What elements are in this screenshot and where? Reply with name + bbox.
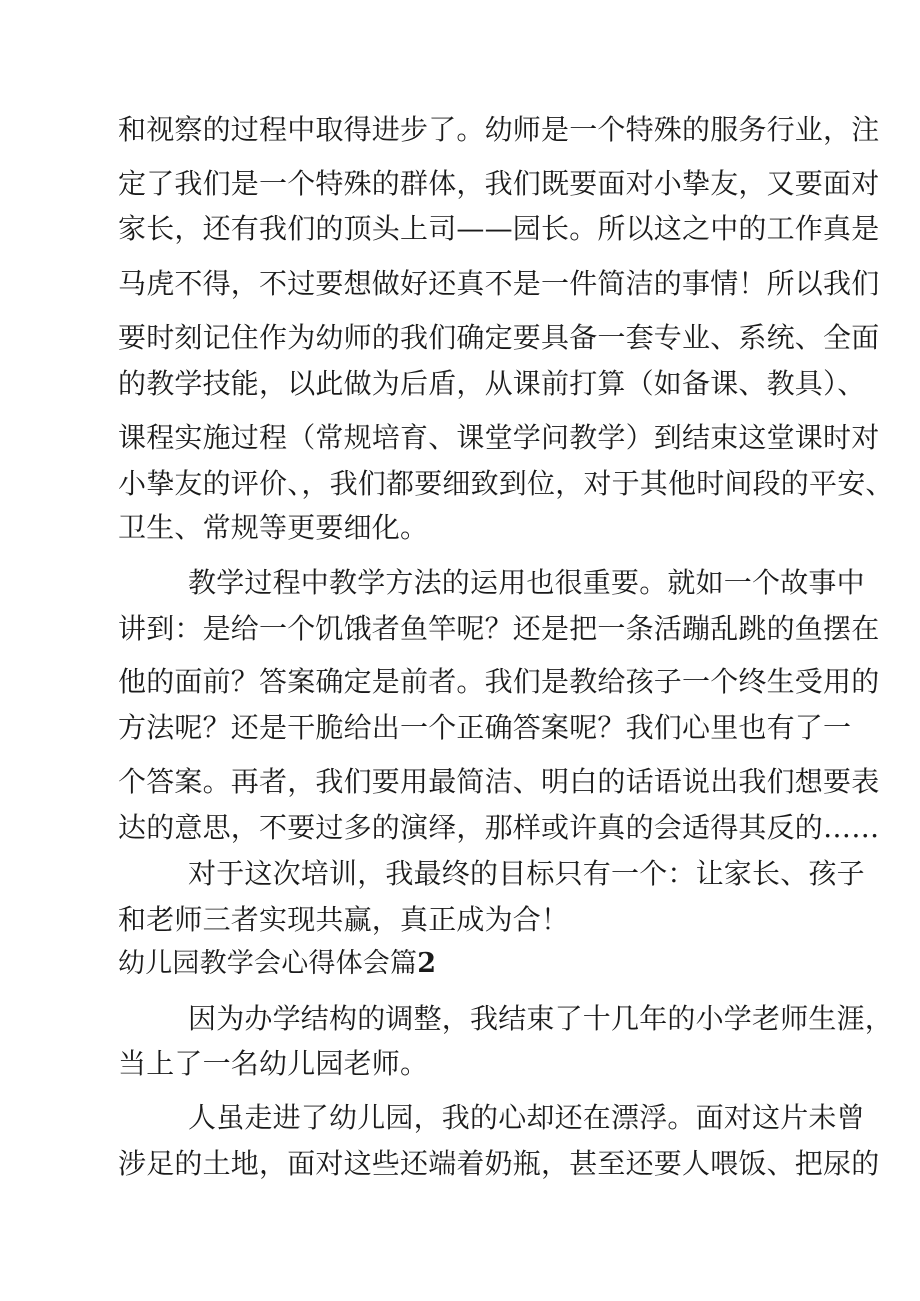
text-line: 他的面前？答案确定是前者。我们是教给孩子一个终生受用的 [118, 665, 880, 698]
text-line: 讲到：是给一个饥饿者鱼竿呢？还是把一条活蹦乱跳的鱼摆在 [118, 612, 880, 645]
text-line: 和老师三者实现共赢，真正成为合！ [118, 903, 570, 936]
text-line: 人虽走进了幼儿园，我的心却还在漂浮。面对这片未曾 [188, 1101, 865, 1134]
section-heading-number: 2 [417, 948, 437, 979]
text-line: 对于这次培训，我最终的目标只有一个：让家长、孩子 [188, 857, 865, 890]
text-line: 教学过程中教学方法的运用也很重要。就如一个故事中 [188, 566, 865, 599]
text-line: 要时刻记住作为幼师的我们确定要具备一套专业、系统、全面 [118, 321, 880, 354]
text-line: 和视察的过程中取得进步了。幼师是一个特殊的服务行业，注 [118, 113, 880, 146]
text-line: 个答案。再者，我们要用最简洁、明白的话语说出我们想要表 [118, 765, 880, 798]
text-line: 当上了一名幼儿园老师。 [118, 1047, 429, 1080]
section-heading [118, 944, 436, 984]
text-line: 的教学技能，以此做为后盾，从课前打算（如备课、教具）、 [118, 367, 866, 400]
text-line: 达的意思，不要过多的演绎，那样或许真的会适得其反的…… [118, 811, 880, 844]
text-line: 马虎不得，不过要想做好还真不是一件简洁的事情！所以我们 [118, 267, 880, 300]
text-line: 课程实施过程（常规培育、课堂学问教学）到结束这堂课时对 [118, 421, 880, 454]
section-heading-text: 幼儿园教学会心得体会篇 [118, 948, 418, 979]
text-line: 因为办学结构的调整，我结束了十几年的小学老师生涯， [188, 1002, 894, 1035]
text-line: 方法呢？还是干脆给出一个正确答案呢？我们心里也有了一 [118, 711, 852, 744]
text-line: 卫生、常规等更要细化。 [118, 511, 429, 544]
text-line: 定了我们是一个特殊的群体，我们既要面对小挚友，又要面对 [118, 167, 880, 200]
text-line: 家长，还有我们的顶头上司——园长。所以这之中的工作真是 [118, 212, 880, 245]
text-line: 小挚友的评价、，我们都要细致到位，对于其他时间段的平安、 [118, 467, 894, 500]
text-line: 涉足的土地，面对这些还端着奶瓶，甚至还要人喂饭、把尿的 [118, 1147, 880, 1180]
